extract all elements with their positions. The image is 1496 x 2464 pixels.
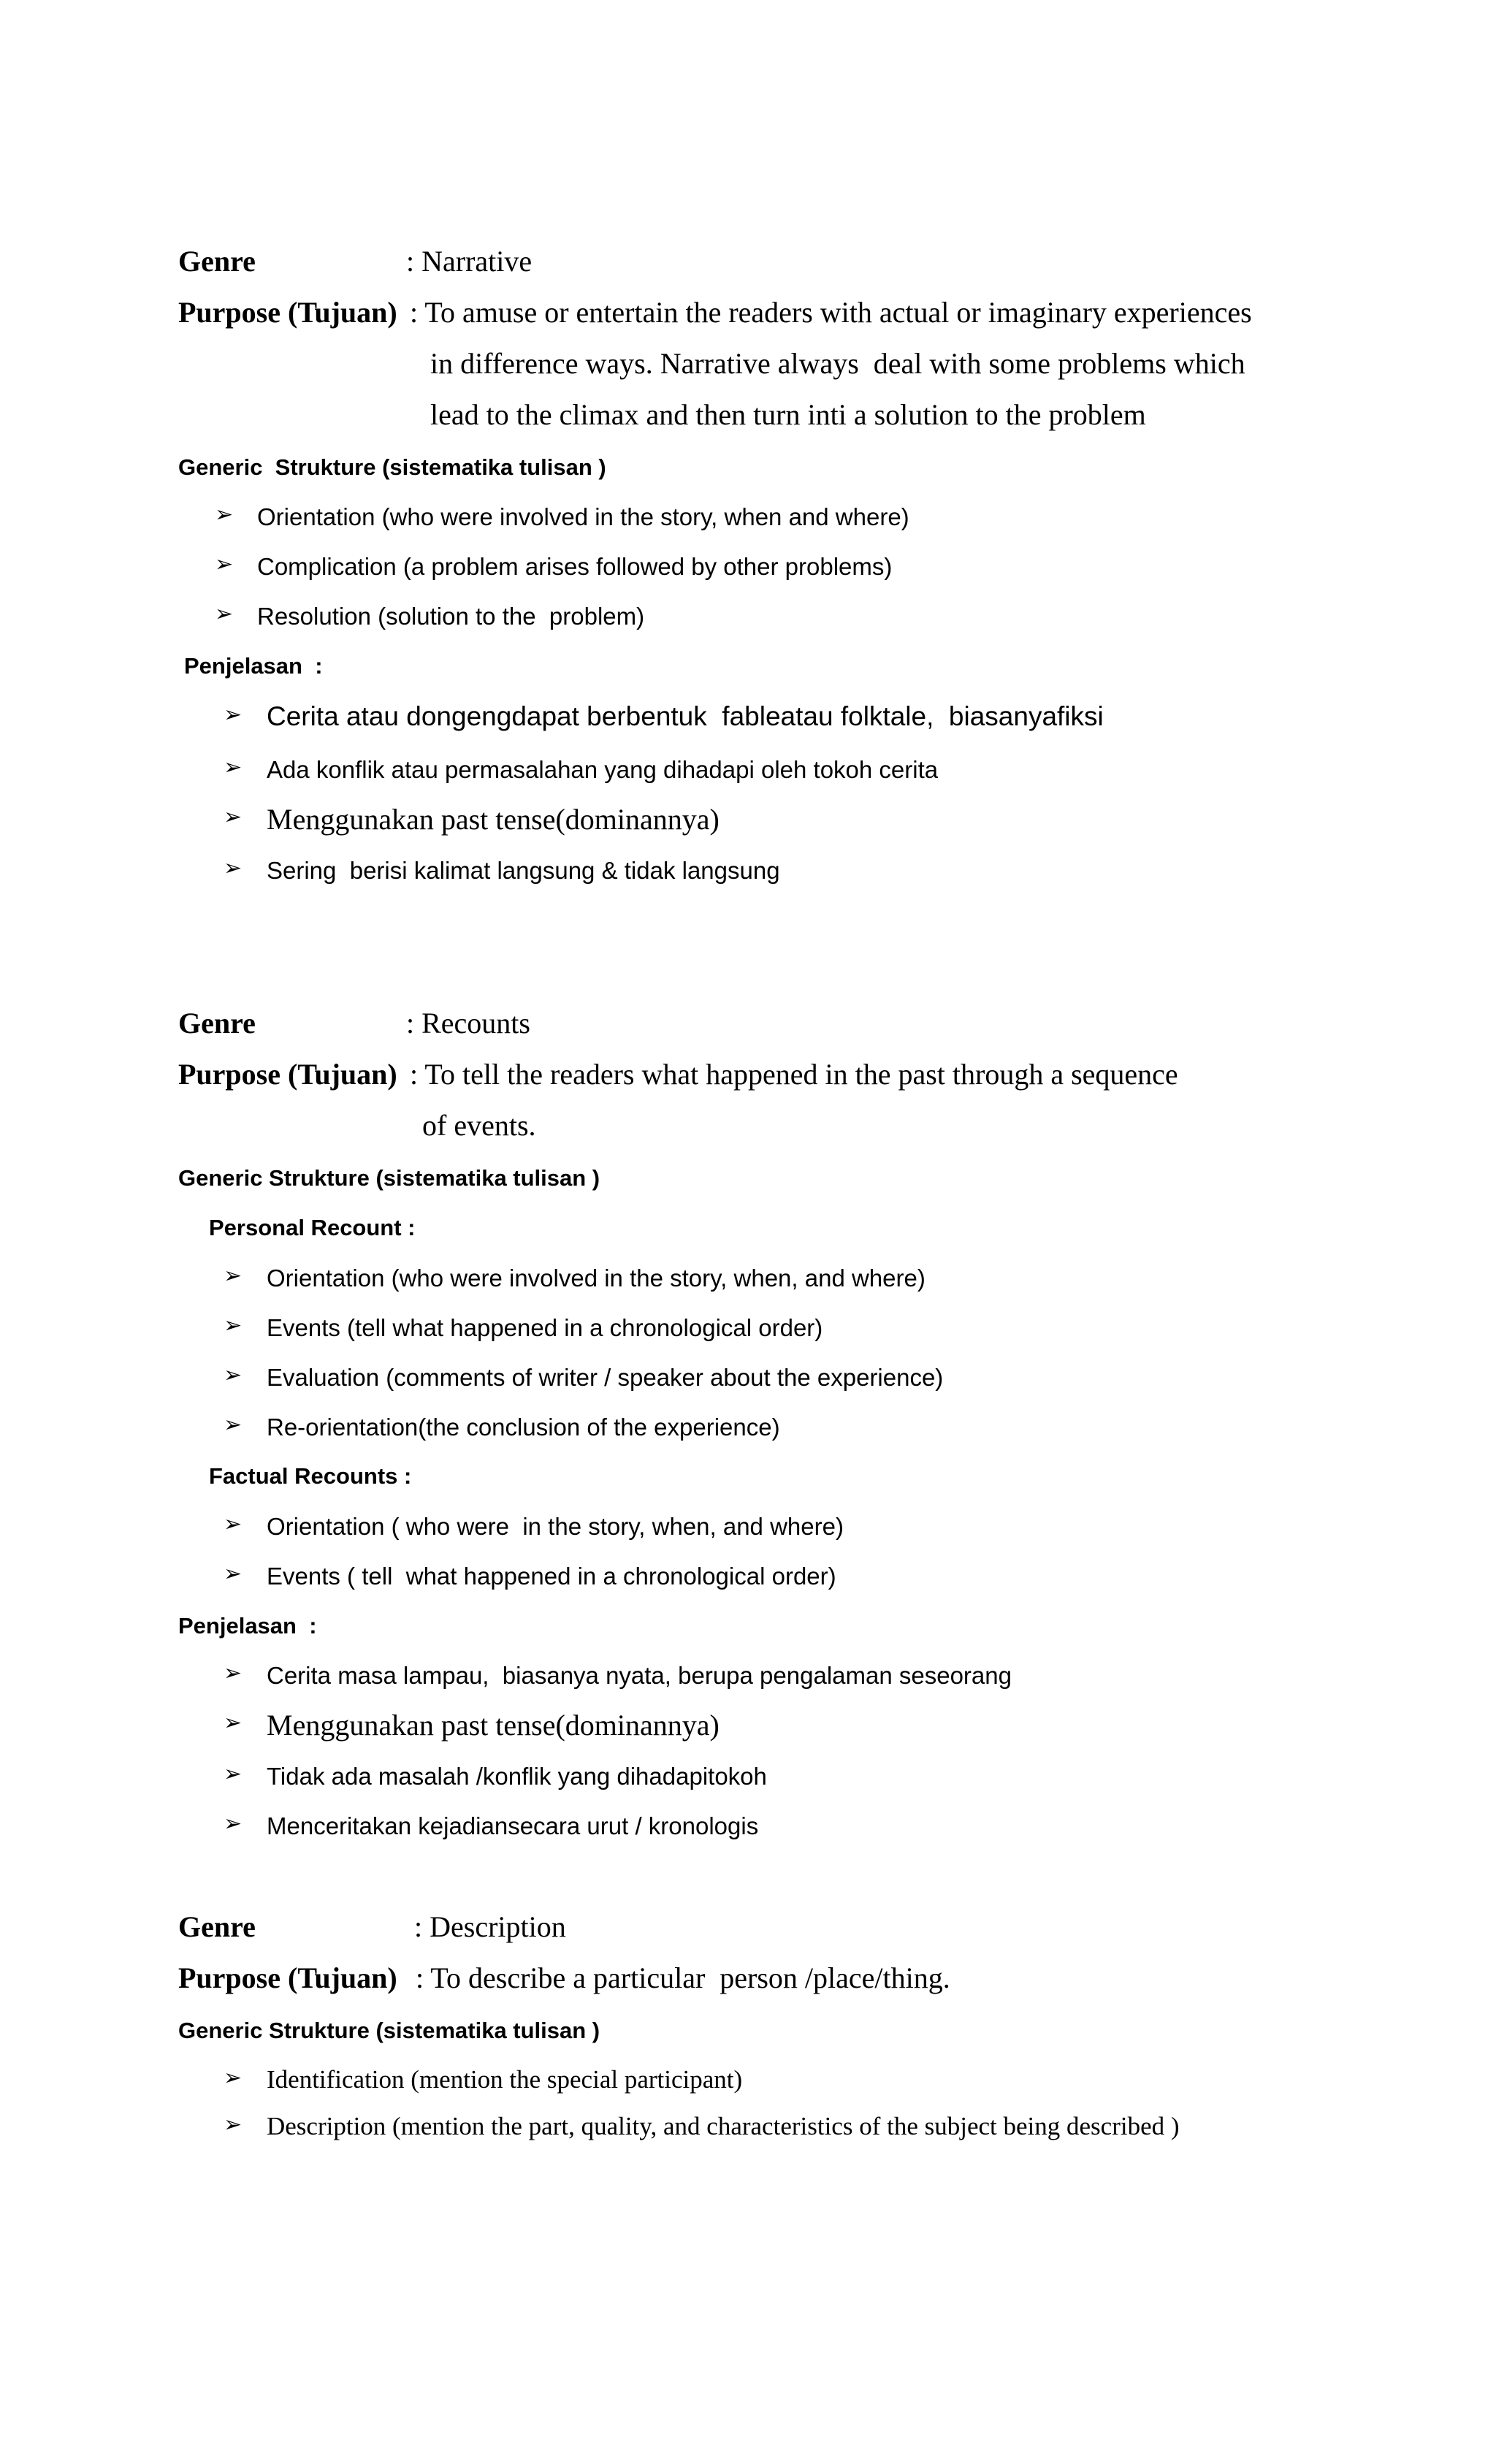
bullet-arrow-icon: ➢ [224,1761,243,1787]
description-structure-item: Identification (mention the special participant) [267,2065,743,2094]
bullet-arrow-icon: ➢ [224,1561,243,1587]
bullet-arrow-icon: ➢ [224,1710,243,1736]
bullet-arrow-icon: ➢ [224,804,243,830]
narrative-penjelasan-item: Menggunakan past tense(dominannya) [267,803,720,836]
description-purpose-value: : To describe a particular person /place/thing. [416,1961,950,1994]
description-structure-heading: Generic Strukture (sistematika tulisan ) [178,2018,600,2043]
bullet-arrow-icon: ➢ [224,702,243,728]
recounts-personal-item: Evaluation (comments of writer / speaker about the experience) [267,1364,944,1391]
narrative-penjelasan-item: Ada konflik atau permasalahan yang dihadapi oleh tokoh cerita [267,756,939,783]
recounts-personal-item: Events (tell what happened in a chronological order) [267,1314,823,1341]
narrative-purpose-label: Purpose (Tujuan) [178,296,397,329]
bullet-arrow-icon: ➢ [224,1412,243,1438]
recounts-personal-heading: Personal Recount : [209,1215,416,1240]
narrative-structure-item: Resolution (solution to the problem) [257,603,645,630]
bullet-arrow-icon: ➢ [224,2065,243,2091]
recounts-personal-item: Re-orientation(the conclusion of the experience) [267,1414,780,1441]
bullet-arrow-icon: ➢ [215,552,234,577]
recounts-genre-label: Genre [178,1007,256,1040]
description-purpose-label: Purpose (Tujuan) [178,1961,397,1994]
bullet-arrow-icon: ➢ [224,755,243,780]
recounts-personal-item: Orientation (who were involved in the story, when, and where) [267,1265,926,1292]
bullet-arrow-icon: ➢ [224,1811,243,1836]
bullet-arrow-icon: ➢ [224,1313,243,1338]
recounts-genre-value: : Recounts [406,1007,530,1040]
narrative-purpose-line-2: in difference ways. Narrative always deal with some problems which [430,347,1245,380]
recounts-purpose-label: Purpose (Tujuan) [178,1058,397,1091]
recounts-factual-heading: Factual Recounts : [209,1463,412,1489]
description-genre-value: : Description [414,1910,566,1943]
bullet-arrow-icon: ➢ [224,2112,243,2137]
recounts-penjelasan-item: Cerita masa lampau, biasanya nyata, berupa pengalaman seseorang [267,1662,1012,1689]
narrative-purpose-line-3: lead to the climax and then turn inti a solution to the problem [430,398,1146,431]
bullet-arrow-icon: ➢ [224,1362,243,1388]
description-structure-item: Description (mention the part, quality, and characteristics of the subject being described ) [267,2112,1180,2140]
bullet-arrow-icon: ➢ [224,1660,243,1686]
narrative-structure-item: Orientation (who were involved in the story, when and where) [257,503,909,530]
recounts-penjelasan-heading: Penjelasan : [178,1613,317,1639]
recounts-penjelasan-item: Menceritakan kejadiansecara urut / kronologis [267,1812,759,1839]
recounts-penjelasan-item: Menggunakan past tense(dominannya) [267,1709,720,1742]
bullet-arrow-icon: ➢ [215,502,234,527]
bullet-arrow-icon: ➢ [224,1263,243,1289]
recounts-factual-item: Orientation ( who were in the story, when, and where) [267,1513,844,1540]
recounts-penjelasan-item: Tidak ada masalah /konflik yang dihadapitokoh [267,1763,767,1790]
description-genre-label: Genre [178,1910,256,1943]
narrative-genre-value: : Narrative [406,245,533,278]
bullet-arrow-icon: ➢ [215,601,234,627]
recounts-factual-item: Events ( tell what happened in a chronological order) [267,1563,836,1590]
narrative-genre-label: Genre [178,245,256,278]
bullet-arrow-icon: ➢ [224,1511,243,1537]
bullet-arrow-icon: ➢ [224,855,243,881]
recounts-purpose-line-2: of events. [422,1109,536,1142]
recounts-purpose-line-1: : To tell the readers what happened in the past through a sequence [410,1058,1178,1091]
narrative-purpose-line-1: : To amuse or entertain the readers with actual or imaginary experiences [410,296,1252,329]
narrative-structure-heading: Generic Strukture (sistematika tulisan ) [178,454,606,480]
narrative-penjelasan-item: Cerita atau dongengdapat berbentuk fableatau folktale, biasanyafiksi [267,701,1104,731]
narrative-penjelasan-item: Sering berisi kalimat langsung & tidak langsung [267,857,780,884]
recounts-structure-heading: Generic Strukture (sistematika tulisan ) [178,1165,600,1191]
narrative-penjelasan-heading: Penjelasan : [184,653,323,679]
narrative-structure-item: Complication (a problem arises followed by other problems) [257,553,893,580]
